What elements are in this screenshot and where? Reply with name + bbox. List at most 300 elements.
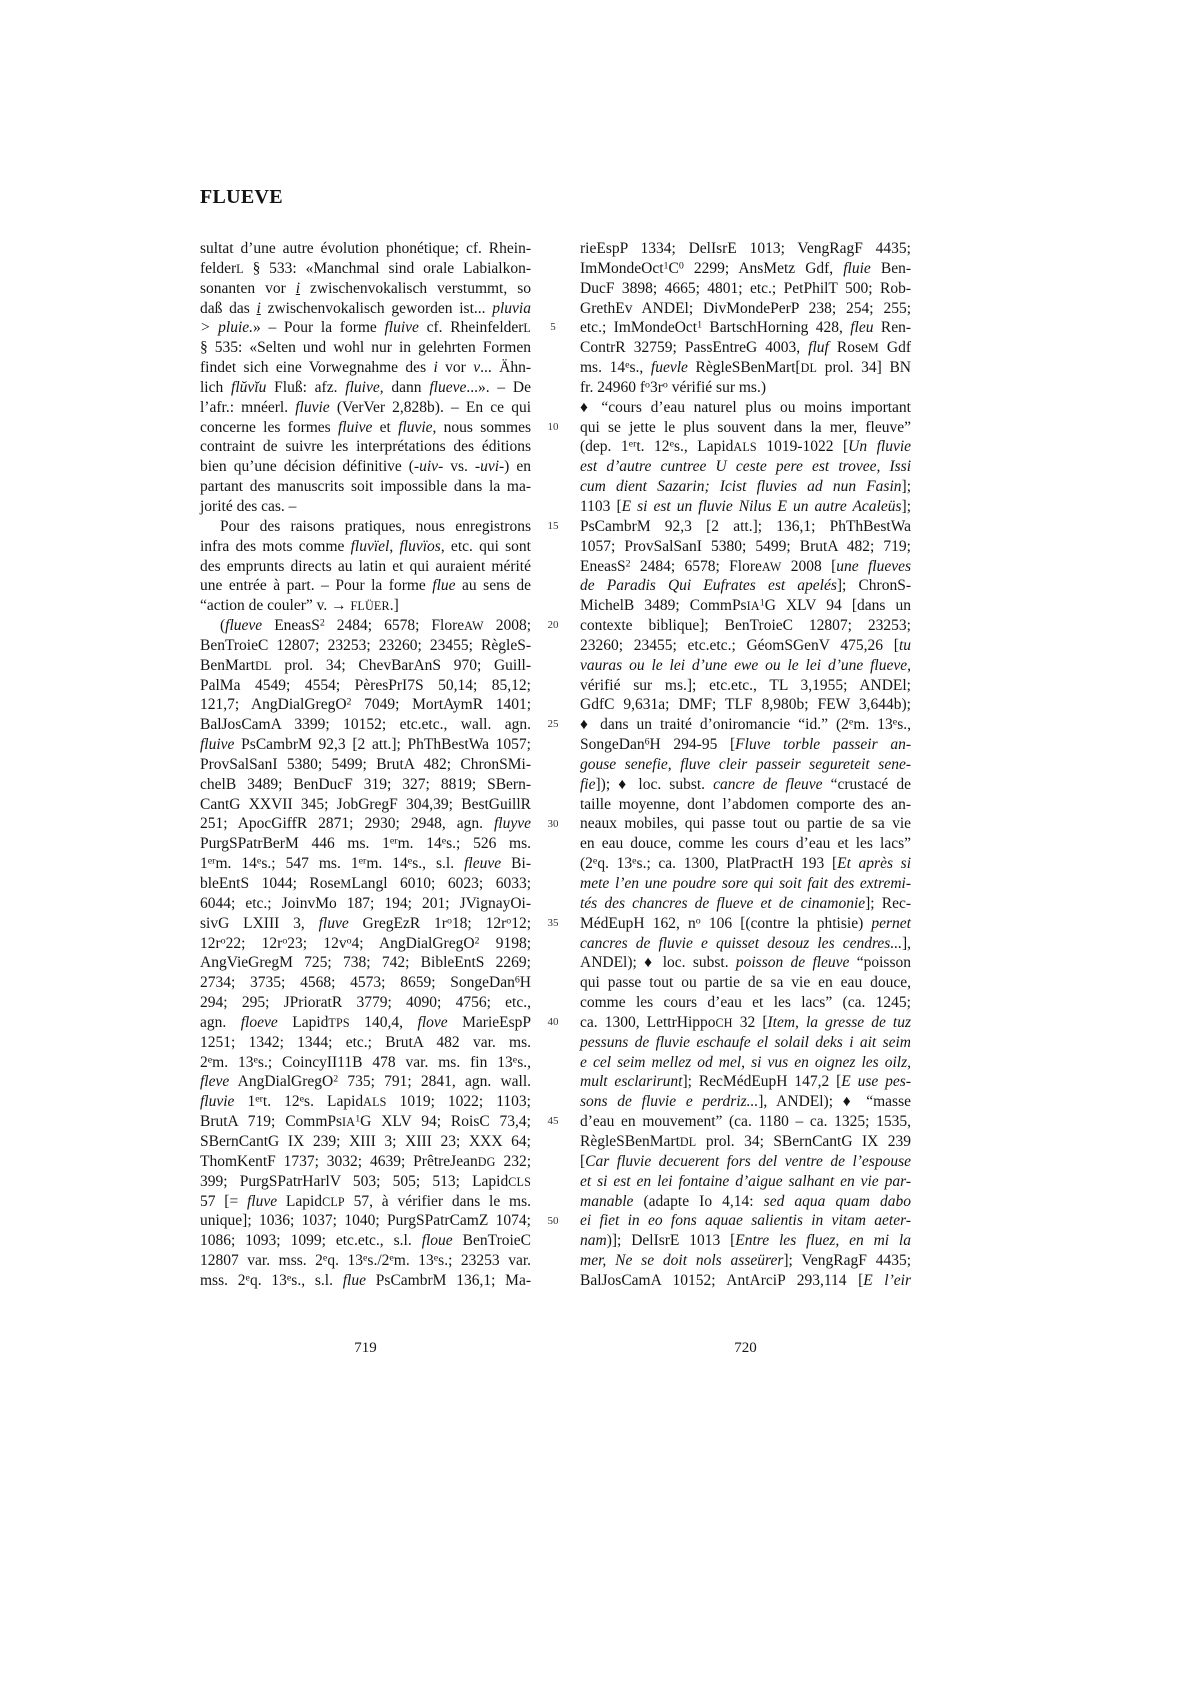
text-run: 2299; AnsMetz Gdf, — [683, 259, 844, 277]
text-line — [200, 973, 531, 993]
page-title: FLUEVE — [200, 186, 283, 208]
text-line — [200, 1072, 531, 1092]
italic-text: flueve — [225, 617, 263, 635]
text-run: ca. 1300, LettrHippo — [580, 1013, 716, 1031]
text-run: neaux mobiles, qui passe tout ou partie de sa vie — [580, 815, 911, 833]
italic-text: fluve — [246, 1192, 278, 1210]
italic-text: E use pes- — [841, 1073, 911, 1091]
text-run: ... Ähn- — [480, 359, 531, 377]
italic-text: sed aqua quam dabo — [763, 1192, 911, 1210]
text-run: Langl 6010; 6023; 6033; — [351, 875, 531, 892]
superscript: e — [256, 855, 262, 867]
superscript: o — [662, 379, 668, 391]
superscript: o — [346, 934, 352, 946]
text-run: bien qu’une décision définitive ( — [200, 458, 414, 476]
text-run: s., — [517, 1053, 531, 1071]
text-run: AngVieGregM 725; 738; 742; BibleEntS 2269; — [200, 954, 531, 972]
small-caps-siglum: CH — [715, 1015, 733, 1030]
text-run: s. Lapid — [304, 1093, 364, 1111]
superscript: 1 — [663, 260, 669, 272]
text-line — [200, 1092, 531, 1112]
text-run: s.; 23253 var. — [438, 1252, 532, 1270]
superscript: e — [245, 1272, 250, 1284]
superscript: er — [389, 835, 398, 847]
text-run: 121,7; AngDialGregO — [200, 696, 347, 714]
text-line — [580, 537, 911, 557]
italic-text: manable — [580, 1192, 634, 1210]
text-run: ThomKentF 1737; 3032; 4639; PrêtreJean — [200, 1152, 478, 1170]
text-run: contexte biblique]; BenTroieC 12807; 23253; — [580, 617, 911, 635]
small-caps-siglum: AW — [761, 559, 782, 574]
text-run: unique]; 1036; 1037; 1040; PurgSPatrCamZ 1074; — [200, 1212, 531, 1230]
small-caps-siglum: L — [523, 321, 531, 336]
small-caps-siglum: DG — [477, 1154, 496, 1169]
text-run: t. 12 — [636, 438, 670, 456]
small-caps-siglum: IA — [342, 1115, 356, 1130]
text-run: ) en — [504, 458, 531, 476]
text-line — [200, 239, 531, 259]
text-run: t. 12 — [262, 1093, 300, 1111]
text-line — [200, 457, 531, 477]
text-line — [580, 338, 911, 358]
text-run: ]; — [901, 478, 911, 496]
line-number-gutter — [538, 0, 568, 1684]
line-number: 50 — [547, 1214, 559, 1227]
left-column — [200, 239, 531, 1291]
text-run: EneasS — [580, 557, 626, 575]
text-line — [580, 497, 911, 517]
text-run: 4; AngDialGregO — [351, 934, 475, 952]
italic-text: fluvïel — [350, 537, 390, 555]
italic-text: cancre de fleuve — [713, 775, 823, 793]
text-run: chelB 3489; BenDucF 319; 327; 8819; SBern- — [200, 775, 531, 793]
small-caps-siglum: ALS — [363, 1095, 387, 1110]
text-line — [200, 1112, 531, 1132]
text-line — [200, 953, 531, 973]
superscript: er — [358, 855, 367, 867]
text-run: G XLV 94; RoisC 73,4; — [360, 1113, 531, 1131]
text-line — [580, 1172, 911, 1192]
italic-text: vauras ou le lei d’une ewe ou le lei d’une flueve — [580, 656, 908, 674]
italic-text: fleuve — [464, 855, 502, 873]
text-line — [580, 874, 911, 894]
text-run: BrutA 719; CommPs — [200, 1113, 343, 1131]
text-line — [200, 676, 531, 696]
text-run: vérifié sur ms.]; etc.etc., TL 3,1955; ANDEl; — [580, 676, 911, 694]
text-line — [200, 1231, 531, 1251]
text-run: s., s.l. — [291, 1271, 343, 1289]
text-line — [200, 874, 531, 894]
italic-underlined-text: i — [295, 279, 301, 297]
text-run: RègleSBenMart[ — [687, 359, 801, 377]
text-run: 2 — [200, 1053, 208, 1071]
text-run: en eau douce, comme les cours d’eau et les lacs” — [580, 835, 911, 853]
text-line — [200, 795, 531, 815]
text-run: 12; — [511, 914, 531, 932]
text-line — [580, 576, 911, 596]
text-run: q. 13 — [597, 855, 633, 873]
text-run: , etc. qui sont — [440, 537, 531, 555]
italic-text: pernet — [871, 914, 911, 932]
italic-underlined-text: i — [256, 299, 261, 317]
superscript: e — [299, 1093, 305, 1105]
text-line — [580, 1271, 911, 1291]
italic-text: flove — [417, 1013, 448, 1031]
italic-text: cum dient Sazarin; Icist fluvies ad nun Fasin — [580, 478, 902, 496]
text-line — [580, 1013, 911, 1033]
small-caps-siglum: CLP — [322, 1194, 345, 1209]
text-run: » – Pour la forme — [253, 319, 385, 337]
text-run: partant des manuscrits soit impossible dans la ma- — [200, 478, 531, 496]
text-run: BalJosCamA 3399; 10152; etc.etc., wall. agn. — [200, 716, 531, 734]
text-line — [580, 477, 911, 497]
small-caps-siglum: DL — [800, 361, 818, 376]
text-run: MichelB 3489; CommPs — [580, 597, 747, 615]
italic-text: pluvia — [492, 299, 531, 317]
text-run: 399; PurgSPatrHarlV 503; 505; 513; Lapid — [200, 1172, 509, 1190]
italic-text: nam — [580, 1232, 607, 1250]
text-line — [200, 636, 531, 656]
text-line — [580, 755, 911, 775]
superscript: o — [220, 934, 226, 946]
text-line — [200, 358, 531, 378]
superscript: 2 — [474, 934, 480, 946]
text-run: etc.; ImMondeOct — [580, 319, 698, 337]
text-run: 735; 791; 2841, agn. wall. — [338, 1073, 531, 1091]
text-line — [200, 596, 531, 616]
text-line — [200, 1152, 531, 1172]
text-run: RègleSBenMart — [580, 1132, 680, 1150]
text-run: 1 — [234, 1093, 256, 1111]
line-number: 35 — [547, 916, 559, 929]
text-run: 1251; 1342; 1344; etc.; BrutA 482 var. ms. — [200, 1033, 531, 1051]
italic-text: gouse senefie, fluve cleir passeir segureteit sene- — [580, 755, 911, 773]
text-run: ]; RecMédEupH 147,2 [ — [682, 1073, 842, 1091]
text-run: (adapte Io 4,14: — [633, 1192, 764, 1210]
text-run: vérifié sur ms.) — [667, 378, 766, 396]
italic-text: pessuns de fluvie eschaufe el solail deks i ait seim — [580, 1033, 911, 1051]
small-caps-siglum: L — [236, 261, 244, 276]
superscript: er — [628, 438, 637, 450]
italic-text: E si est un fluvie Nilus E un autre Acaleüs — [621, 497, 902, 515]
text-run: 2008; — [483, 617, 531, 635]
text-run: (dep. 1 — [580, 438, 629, 456]
text-line — [580, 1033, 911, 1053]
text-run: BartschHorning 428, — [702, 319, 851, 337]
text-run: daß das — [200, 299, 257, 317]
italic-text: sons de fluvie e perdriz... — [580, 1093, 759, 1111]
text-line — [200, 418, 531, 438]
text-line — [580, 695, 911, 715]
text-line — [200, 1132, 531, 1152]
text-line — [200, 477, 531, 497]
italic-text: i — [433, 359, 438, 377]
text-line — [580, 378, 911, 398]
text-run: H — [519, 974, 531, 992]
italic-text: fluve — [318, 914, 349, 932]
text-run: ], ANDEl); ♦ “masse — [758, 1093, 911, 1111]
text-run: ContrR 32759; PassEntreG 4003, — [580, 339, 809, 357]
text-run: MarieEspP — [447, 1013, 531, 1031]
italic-text: floue — [421, 1232, 453, 1250]
text-line — [200, 1172, 531, 1192]
text-line — [580, 457, 911, 477]
text-run: SBernCantG IX 239; XIII 3; XIII 23; XXX 64; — [200, 1132, 531, 1150]
text-line — [200, 398, 531, 418]
text-line — [200, 1033, 531, 1053]
text-line — [200, 497, 531, 517]
text-line — [580, 914, 911, 934]
text-line — [200, 1211, 531, 1231]
italic-text: fluive — [345, 378, 380, 396]
text-run: MédEupH 162, n — [580, 914, 696, 932]
text-line — [580, 279, 911, 299]
line-number: 15 — [547, 519, 559, 532]
text-run: agn. — [200, 1013, 241, 1031]
italic-text: fluvie — [398, 418, 433, 436]
text-run: PsCambrM 92,3 [2 att.]; 136,1; PhThBestWa — [580, 517, 911, 535]
superscript: o — [645, 379, 650, 391]
italic-text: -uiv- — [413, 458, 444, 476]
small-caps-siglum: TPS — [328, 1015, 350, 1030]
text-run: ♦ dans un traité d’oniromancie “id.” (2 — [580, 716, 849, 734]
text-run: 1103 [ — [580, 497, 622, 515]
superscript: o — [446, 914, 452, 926]
text-line — [580, 636, 911, 656]
italic-text: et si est en lei fontaine d’aigue salhant en vie par- — [580, 1172, 911, 1190]
italic-text: ei fiet in eo fons aquae salientis in vitam aeter- — [580, 1212, 911, 1230]
line-number: 10 — [547, 420, 559, 433]
text-run: ( — [220, 617, 226, 635]
text-line — [200, 437, 531, 457]
small-caps-siglum: DL — [255, 658, 272, 673]
text-run: 23260; 23455; etc.etc.; GéomSGenV 475,26 [ — [580, 636, 899, 654]
text-run: Lapid — [277, 1192, 323, 1210]
text-run: s., — [897, 716, 911, 734]
superscript: 2 — [319, 617, 325, 629]
italic-text: fluive — [200, 736, 235, 754]
text-line — [580, 676, 911, 696]
text-line — [200, 259, 531, 279]
text-line — [580, 1072, 911, 1092]
superscript: 2 — [346, 696, 352, 708]
text-line — [580, 834, 911, 854]
text-run: vs. — [443, 458, 475, 476]
text-line — [200, 715, 531, 735]
text-run: 9198; — [479, 934, 532, 952]
text-line — [200, 1271, 531, 1291]
text-run: 57 [= — [200, 1192, 247, 1210]
superscript: e — [848, 716, 854, 728]
text-run: s.; CoincyII11B 478 var. ms. fin 13 — [257, 1053, 513, 1071]
text-line — [200, 735, 531, 755]
text-run: BalJosCamA 10152; AntArciP 293,114 [ — [580, 1271, 864, 1289]
italic-text: fluvie — [200, 1093, 235, 1111]
text-run: qui se jette le plus souvent dans la mer, fleuve” — [580, 418, 911, 436]
right-column — [580, 239, 911, 1291]
text-run: ProvSalSanI 5380; 5499; BrutA 482; ChronSMi- — [200, 755, 531, 773]
text-line — [580, 1251, 911, 1271]
italic-text: fluyve — [493, 815, 531, 833]
text-run: contraint de suivre les interprétations des éditions — [200, 438, 531, 456]
text-run: 106 [(contre la phtisie) — [700, 914, 872, 932]
text-run: bleEntS 1044; Rose — [200, 875, 341, 892]
text-line — [580, 973, 911, 993]
text-line — [580, 715, 911, 735]
text-run: 2484; 6578; Flore — [324, 617, 465, 635]
text-line — [580, 656, 911, 676]
text-run: prol. 34] BN — [817, 359, 911, 377]
superscript: 1 — [355, 1113, 361, 1125]
text-line — [580, 616, 911, 636]
italic-text: Un fluvie — [848, 438, 912, 456]
text-line — [200, 318, 531, 338]
text-line — [580, 358, 911, 378]
text-line — [200, 934, 531, 954]
italic-text: fluvie — [295, 398, 330, 416]
text-run: ...». – De — [466, 378, 532, 396]
superscript: e — [669, 438, 674, 450]
superscript: 0 — [678, 260, 684, 272]
text-line — [580, 735, 911, 755]
text-run: )]; DelIsrE 1013 [ — [606, 1232, 736, 1250]
text-run: 1086; 1093; 1099; etc.etc., s.l. — [200, 1232, 422, 1250]
text-run: “action de couler” v. → — [200, 597, 351, 615]
italic-text: flueve — [429, 378, 467, 396]
text-line — [200, 279, 531, 299]
text-line — [580, 814, 911, 834]
text-run: s., s.l. — [412, 855, 465, 873]
text-run: , — [389, 537, 400, 555]
text-line — [200, 1251, 531, 1271]
superscript: o — [282, 934, 288, 946]
superscript: e — [625, 359, 630, 371]
text-run: , — [907, 656, 911, 674]
text-run: jorité des cas. – — [200, 497, 297, 515]
text-run: 18; 12r — [451, 914, 507, 932]
text-line — [200, 537, 531, 557]
superscript: er — [207, 855, 216, 867]
text-line — [580, 437, 911, 457]
italic-text: de Paradis Qui Eufrates est apelés — [580, 577, 837, 595]
superscript: o — [695, 914, 701, 926]
text-run: .] — [389, 597, 399, 615]
italic-text: fluive — [384, 319, 419, 337]
italic-text: fie — [580, 775, 596, 793]
text-line — [580, 993, 911, 1013]
italic-text: mete l’en une poudre sore qui soit fait des extremi- — [580, 875, 911, 892]
text-line — [200, 1013, 531, 1033]
text-run: ANDEl); ♦ loc. subst. — [580, 954, 736, 972]
text-run: prol. 34; ChevBarAnS 970; Guill- — [271, 656, 531, 674]
line-number: 20 — [547, 619, 559, 632]
italic-text: v — [473, 359, 481, 377]
superscript: e — [389, 1252, 394, 1264]
text-run: au sens de — [455, 577, 531, 595]
text-run: (VerVer 2,828b). – En ce qui — [329, 398, 532, 416]
text-line — [580, 854, 911, 874]
line-number: 30 — [547, 817, 559, 830]
text-line — [200, 557, 531, 577]
italic-text: fluie — [843, 259, 871, 277]
text-run: s.; ca. 1300, PlatPractH 193 [ — [636, 855, 838, 873]
text-line — [200, 1192, 531, 1212]
text-run: 1 — [200, 855, 208, 873]
italic-text: -uvi- — [474, 458, 505, 476]
italic-text: flue — [432, 577, 456, 595]
text-run: Pour des raisons pratiques, nous enregistrons — [220, 517, 531, 535]
text-run: comme les cours d’eau et les lacs” (ca. 1245; — [580, 994, 911, 1012]
text-run: GrethEv ANDEl; DivMondePerP 238; 254; 255; — [580, 299, 911, 317]
superscript: e — [441, 835, 447, 847]
small-caps-siglum: DL — [679, 1134, 697, 1149]
text-run: mss. 2 — [200, 1271, 246, 1289]
text-run: EneasS — [262, 617, 320, 635]
text-run: m. 14 — [215, 855, 257, 873]
text-run: Fluß: afz. — [266, 378, 346, 396]
italic-text: fleu — [850, 319, 874, 337]
text-run: l’afr.: mnéerl. — [200, 398, 296, 416]
text-run: DucF 3898; 4665; 4801; etc.; PetPhilT 500; Rob- — [580, 279, 911, 297]
text-run: Bi- — [501, 855, 531, 873]
superscript: e — [892, 716, 898, 728]
text-line — [580, 1211, 911, 1231]
text-run: rieEspP 1334; DelIsrE 1013; VengRagF 4435; — [580, 240, 911, 257]
text-line — [580, 1132, 911, 1152]
text-run: 1019; 1022; 1103; — [386, 1093, 531, 1111]
small-caps-siglum: FLÜER — [350, 599, 390, 614]
superscript: 6 — [514, 974, 520, 986]
text-run: § 535: «Selten und wohl nur in gelehrten Formen — [200, 339, 531, 357]
text-run: ]; — [901, 497, 911, 515]
superscript: e — [407, 855, 413, 867]
text-line — [580, 1231, 911, 1251]
italic-text: fleve — [200, 1073, 230, 1091]
text-run: zwischenvokalisch verstummt, so — [300, 279, 531, 297]
text-run: PurgSPatrBerM 446 ms. 1 — [200, 835, 390, 853]
text-line — [200, 775, 531, 795]
text-line — [580, 775, 911, 795]
superscript: e — [592, 855, 598, 867]
text-run: 140,4, — [349, 1013, 418, 1031]
text-line — [580, 1192, 911, 1212]
text-line — [200, 755, 531, 775]
text-run: prol. 34; SBernCantG IX 239 — [696, 1132, 911, 1150]
text-run: sultat d’une autre évolution phonétique; cf. Rhein- — [200, 240, 531, 257]
italic-text: floeve — [240, 1013, 278, 1031]
superscript: 2 — [333, 1073, 339, 1085]
page-number-right: 720 — [734, 1340, 757, 1356]
text-run: [ — [580, 1152, 586, 1170]
text-run: 12r — [200, 934, 221, 952]
text-run: s.; 547 ms. 1 — [261, 855, 359, 873]
superscript: er — [255, 1093, 263, 1105]
text-line — [580, 894, 911, 914]
text-run: 57, à vérifier dans le ms. — [344, 1192, 531, 1210]
text-line — [200, 894, 531, 914]
italic-text: Item, la gresse de tuz — [767, 1013, 911, 1031]
superscript: e — [632, 855, 637, 867]
superscript: 1 — [759, 597, 765, 609]
text-run: ]; ChronS- — [836, 577, 912, 595]
text-run: s./2 — [367, 1252, 390, 1270]
text-run: Lapid — [277, 1013, 329, 1031]
italic-text: flue — [342, 1271, 366, 1289]
superscript: e — [207, 1053, 213, 1065]
text-run: ], — [901, 934, 911, 952]
text-run: fr. 24960 f — [580, 378, 646, 396]
italic-text: poisson de fleuve — [735, 954, 850, 972]
